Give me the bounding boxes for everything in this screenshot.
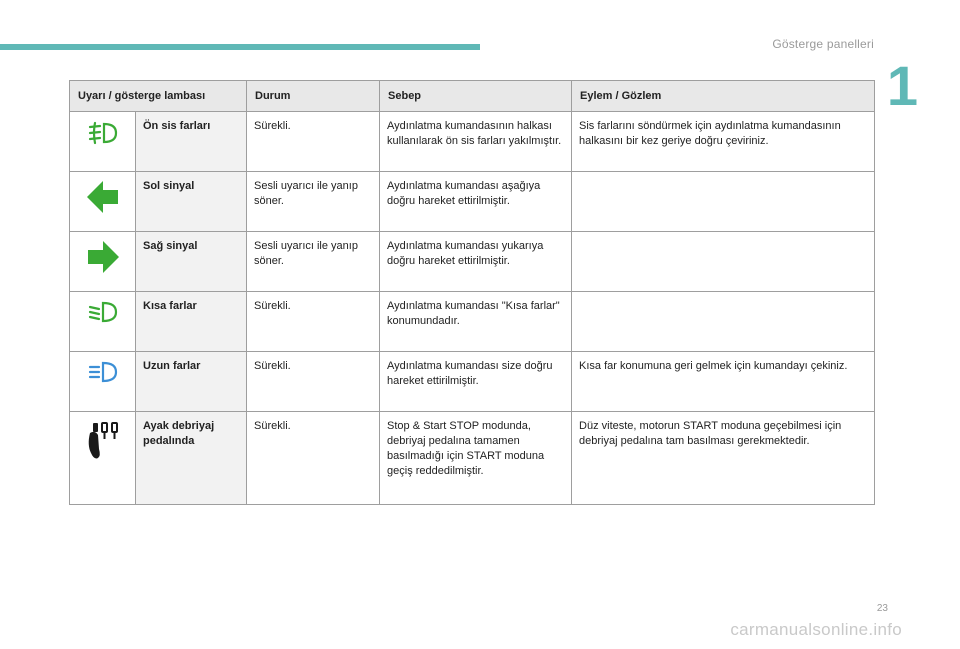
lamp-cause: Aydınlatma kumandası yukarıya doğru hareket ettirilmiştir. [380,232,572,292]
warning-lamp-table [69,80,875,505]
lamp-action: Düz viteste, motorun START moduna geçebilmesi için debriyaj pedalına tam basılması gerekmektedir. [572,412,875,505]
icon-cell [70,292,136,352]
lamp-name: Kısa farlar [136,292,247,352]
lamp-status: Sürekli. [247,112,380,172]
icon-cell [70,352,136,412]
section-title: Gösterge panelleri [772,37,874,51]
icon-cell [70,232,136,292]
lamp-name: Uzun farlar [136,352,247,412]
lamp-action [572,232,875,292]
lamp-cause: Aydınlatma kumandası size doğru hareket ettirilmiştir. [380,352,572,412]
chapter-number: 1 [886,54,918,117]
lamp-status: Sesli uyarıcı ile yanıp söner. [247,172,380,232]
left-turn-signal-icon [85,179,121,215]
lamp-cause: Aydınlatma kumandasının halkası kullanılarak ön sis farları yakılmıştır. [380,112,572,172]
table-row [70,112,875,172]
lamp-cause: Aydınlatma kumandası "Kısa farlar" konumundadır. [380,292,572,352]
dipped-beam-icon [86,299,120,325]
right-turn-signal-icon [85,239,121,275]
column-header-action: Eylem / Gözlem [572,81,875,112]
front-fog-light-icon [86,119,120,147]
icon-cell [70,172,136,232]
lamp-status: Sürekli. [247,292,380,352]
watermark: carmanualsonline.info [730,620,902,639]
header-accent-bar [0,44,480,50]
column-header-lamp: Uyarı / gösterge lambası [70,81,247,112]
lamp-action [572,172,875,232]
lamp-name: Ayak debriyaj pedalında [136,412,247,505]
table-row [70,352,875,412]
lamp-name: Ön sis farları [136,112,247,172]
icon-cell [70,412,136,505]
lamp-cause: Aydınlatma kumandası aşağıya doğru hareket ettirilmiştir. [380,172,572,232]
lamp-name: Sağ sinyal [136,232,247,292]
lamp-name: Sol sinyal [136,172,247,232]
lamp-status: Sürekli. [247,412,380,505]
table-row [70,292,875,352]
icon-cell [70,112,136,172]
lamp-cause: Stop & Start STOP modunda, debriyaj pedalına tamamen basılmadığı için START moduna geçiş reddedilmiştir. [380,412,572,505]
page-number: 23 [876,603,888,614]
column-header-cause: Sebep [380,81,572,112]
clutch-pedal-icon [83,419,123,461]
table-row [70,412,875,505]
table-row [70,232,875,292]
lamp-action [572,292,875,352]
lamp-status: Sürekli. [247,352,380,412]
main-beam-icon [86,359,120,385]
column-header-status: Durum [247,81,380,112]
lamp-status: Sesli uyarıcı ile yanıp söner. [247,232,380,292]
lamp-action: Sis farlarını söndürmek için aydınlatma kumandasının halkasını bir kez geriye doğru çeviriniz. [572,112,875,172]
table-header-row [70,81,875,112]
table-row [70,172,875,232]
lamp-action: Kısa far konumuna geri gelmek için kumandayı çekiniz. [572,352,875,412]
